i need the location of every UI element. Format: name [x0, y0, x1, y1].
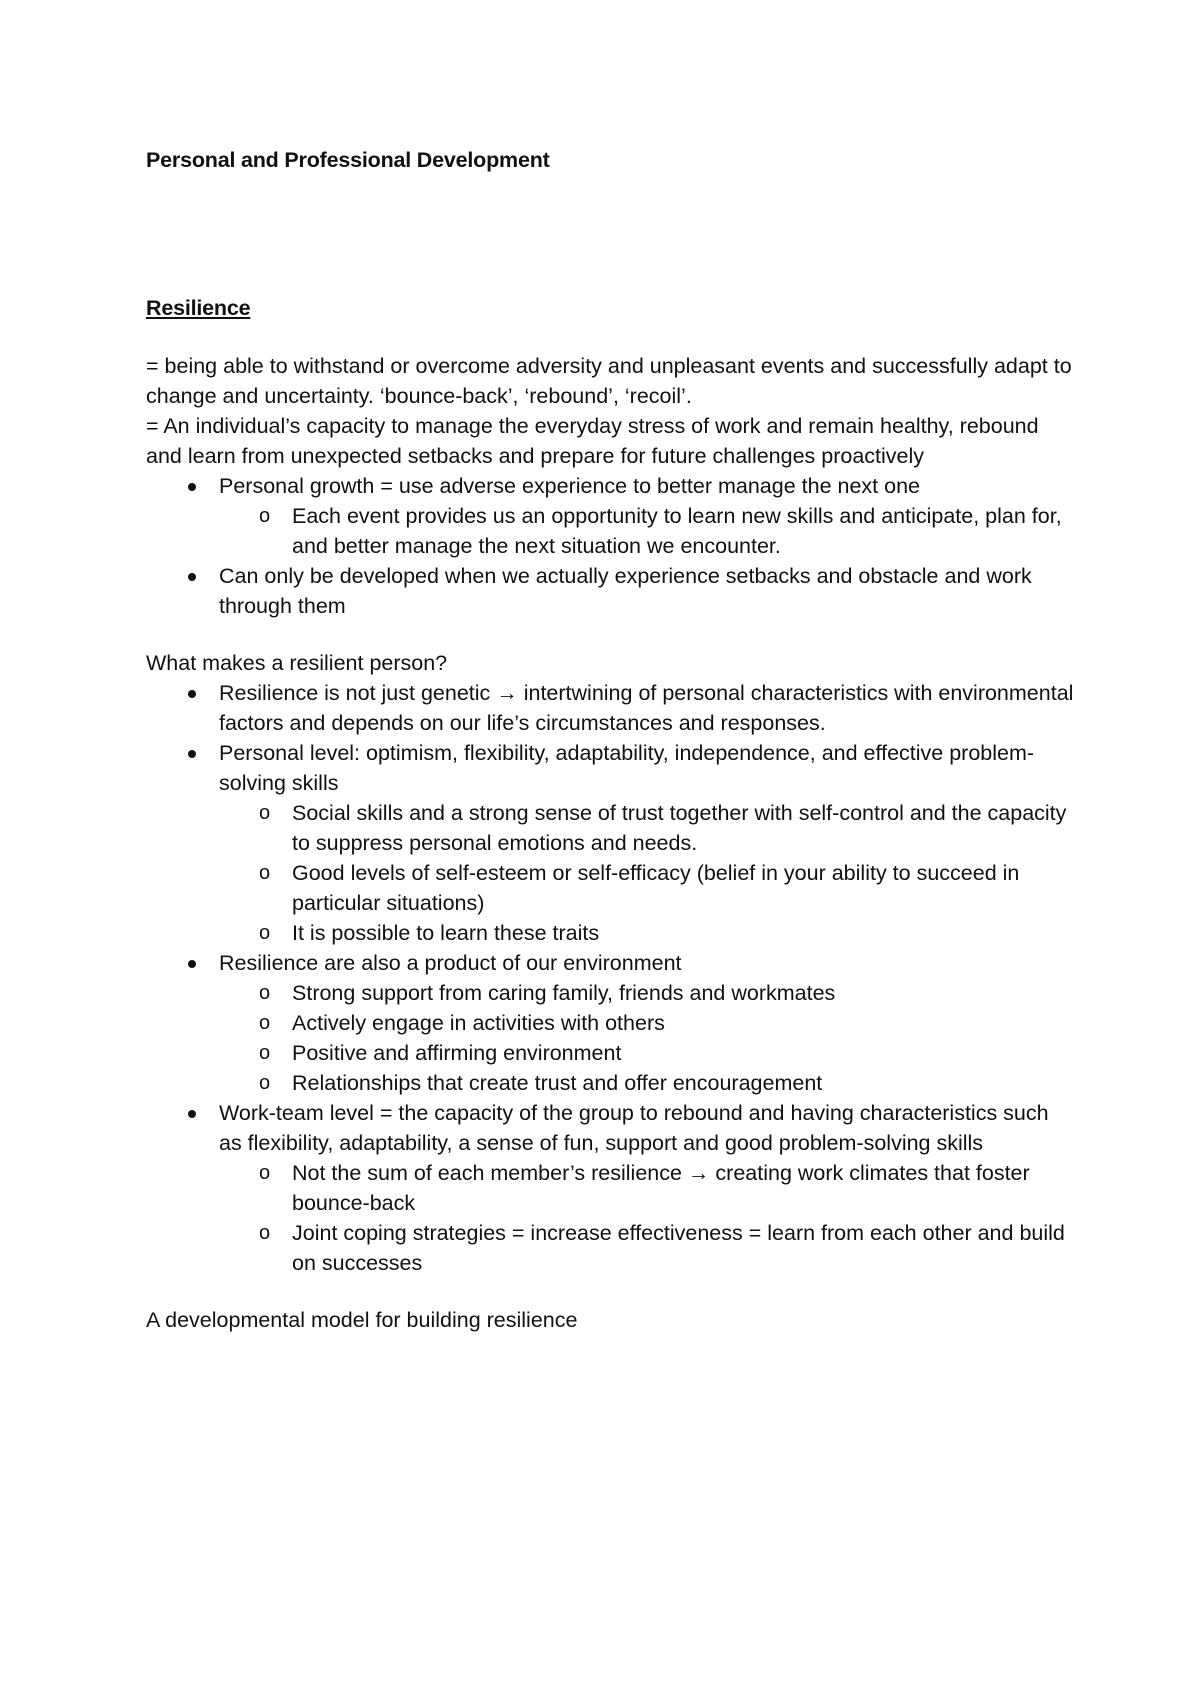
bullet-list-growth: [146, 471, 1076, 621]
sub-list-item: [219, 1008, 1076, 1038]
hollow-bullet-icon: o: [259, 1012, 271, 1034]
sub-list-item-text: Strong support from caring family, friends and workmates: [292, 981, 836, 1005]
sub-list-item: [219, 798, 1076, 858]
bullet-dot-icon: [188, 750, 196, 758]
list-item: [146, 678, 1076, 738]
sub-bullet-list: [219, 798, 1076, 948]
bullet-dot-icon: [188, 1110, 196, 1118]
list-item: [146, 948, 1076, 1098]
sub-list-item: [219, 978, 1076, 1008]
sub-bullet-list: [219, 1158, 1076, 1278]
sub-list-item: [219, 858, 1076, 918]
list-item-text: Personal growth = use adverse experience to better manage the next one: [219, 474, 920, 498]
list-item-text: Can only be developed when we actually experience setbacks and obstacle and work through them: [219, 564, 1032, 618]
hollow-bullet-icon: o: [259, 862, 271, 884]
hollow-bullet-icon: o: [259, 922, 271, 944]
list-item-text: Resilience are also a product of our environment: [219, 951, 682, 975]
closing-line: A developmental model for building resilience: [146, 1308, 578, 1332]
sub-bullet-list: [219, 978, 1076, 1098]
sub-list-item-text: Actively engage in activities with others: [292, 1011, 665, 1035]
sub-list-item: [219, 1038, 1076, 1068]
sub-list-item-text: Positive and affirming environment: [292, 1041, 622, 1065]
list-item-text: Personal level: optimism, flexibility, adaptability, independence, and effective problem-solving skills: [219, 741, 1035, 795]
sub-list-item-text: Good levels of self-esteem or self-efficacy (belief in your ability to succeed in particular situations): [292, 861, 1020, 915]
hollow-bullet-icon: o: [259, 802, 271, 824]
hollow-bullet-icon: o: [259, 1222, 271, 1244]
list-item: [146, 738, 1076, 948]
sub-list-item: [219, 501, 1076, 561]
document-body: [146, 145, 1076, 1335]
hollow-bullet-icon: o: [259, 1072, 271, 1094]
sub-list-item: [219, 918, 1076, 948]
definition-2: = An individual’s capacity to manage the everyday stress of work and remain healthy, rebound and learn from unexpected setbacks and prepare for future challenges proactively: [146, 414, 1039, 468]
list-item-text: Resilience is not just genetic → intertwining of personal characteristics with environmental factors and depends on our life’s circumstances and responses.: [219, 681, 1074, 735]
bullet-dot-icon: [188, 483, 196, 491]
bullet-list-resilient-person: [146, 678, 1076, 1278]
bullet-dot-icon: [188, 573, 196, 581]
sub-list-item-text: It is possible to learn these traits: [292, 921, 600, 945]
definition-1: = being able to withstand or overcome adversity and unpleasant events and successfully adapt to change and uncertainty. ‘bounce-back’, ‘rebound’, ‘recoil’.: [146, 354, 1072, 408]
list-item: [146, 1098, 1076, 1278]
sub-list-item-text: Relationships that create trust and offer encouragement: [292, 1071, 823, 1095]
document-title: Personal and Professional Development: [146, 148, 550, 172]
sub-list-item: [219, 1158, 1076, 1218]
list-item: [146, 471, 1076, 561]
sub-list-item-text: Social skills and a strong sense of trust together with self-control and the capacity to suppress personal emotions and needs.: [292, 801, 1067, 855]
sub-list-item-text: Each event provides us an opportunity to learn new skills and anticipate, plan for, and better manage the next situation we encounter.: [292, 504, 1062, 558]
list-item-text: Work-team level = the capacity of the group to rebound and having characteristics such as flexibility, adaptability, a sense of fun, support and good problem-solving skills: [219, 1101, 1049, 1155]
hollow-bullet-icon: o: [259, 1042, 271, 1064]
hollow-bullet-icon: o: [259, 982, 271, 1004]
sub-list-item: [219, 1218, 1076, 1278]
sub-bullet-list: [219, 501, 1076, 561]
sub-list-item: [219, 1068, 1076, 1098]
list-item: [146, 561, 1076, 621]
question-heading: What makes a resilient person?: [146, 651, 448, 675]
section-heading-resilience: Resilience: [146, 296, 251, 320]
hollow-bullet-icon: o: [259, 1162, 271, 1184]
sub-list-item-text: Joint coping strategies = increase effectiveness = learn from each other and build on successes: [292, 1221, 1065, 1275]
hollow-bullet-icon: o: [259, 505, 271, 527]
bullet-dot-icon: [188, 690, 196, 698]
sub-list-item-text: Not the sum of each member’s resilience → creating work climates that foster bounce-back: [292, 1161, 1030, 1215]
bullet-dot-icon: [188, 960, 196, 968]
